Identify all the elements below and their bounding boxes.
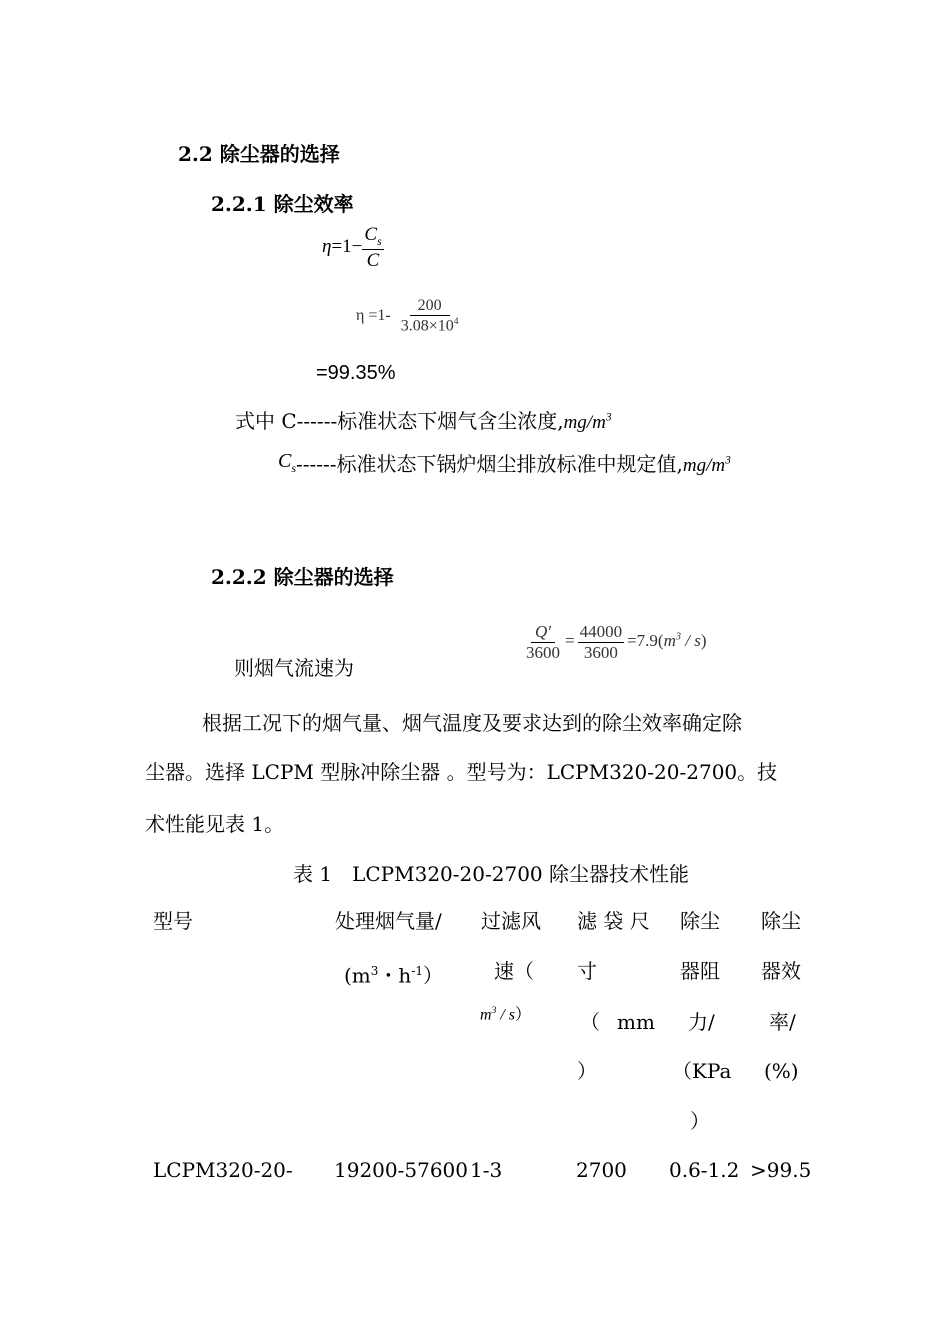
header-bag-line2: 寸 [577, 959, 597, 983]
subsection-heading-efficiency: 2.2.1 除尘效率 [211, 192, 354, 216]
formula-fraction [362, 224, 383, 272]
cell-efficiency: >99.5 [750, 1158, 812, 1182]
caption-text: 表 1 LCPM320-20-2700 除尘器技术性能 [293, 862, 689, 886]
header-bag-line3b: mm [617, 1010, 655, 1034]
header-flow-line2 [344, 946, 443, 1001]
unit-mg-m3 [683, 455, 731, 476]
flow-velocity-label: 则烟气流速为 [234, 656, 354, 680]
unit-text: m [663, 630, 676, 650]
flow-unit-h: ・h [378, 963, 412, 988]
unit-m3-s [664, 631, 701, 650]
header-speed-line1: 过滤风 [481, 909, 541, 933]
efficiency-formula [322, 224, 384, 272]
denominator-value: 3.08×10 [400, 317, 454, 335]
result-value: =7.9( [627, 630, 664, 650]
speed-unit-exp: 3 [491, 1005, 497, 1016]
header-bag-line1: 滤 袋 尺 [577, 909, 650, 933]
symbol-subscript: s [291, 461, 297, 475]
speed-unit-m: m [480, 1006, 492, 1024]
symbol-c: C [278, 450, 292, 472]
definition-cs [278, 448, 731, 480]
unit-text: mg/m [563, 412, 606, 433]
header-efficiency-line4: (%) [764, 1059, 799, 1083]
header-speed-line2: 速（ [494, 959, 534, 983]
formula-operator: =1- [368, 307, 391, 325]
header-resistance-line5: ） [690, 1109, 710, 1133]
unit-text: mg/m [682, 455, 726, 476]
cell-model: LCPM320-20- [153, 1158, 293, 1182]
unit-exponent: 3 [675, 631, 681, 643]
header-efficiency-line2: 器效 [761, 959, 801, 983]
speed-unit-close: ） [515, 1004, 532, 1024]
efficiency-calculation [356, 297, 461, 336]
header-bag-line3a: （ [580, 1010, 600, 1034]
paragraph-line-3: 术性能见表 1。 [145, 812, 285, 836]
fraction-numerator: 200 [410, 297, 450, 316]
fraction-numerator: Q′ [531, 622, 555, 643]
subsection-heading-selection: 2.2.2 除尘器的选择 [211, 565, 394, 589]
header-resistance-line4: （KPa [672, 1059, 732, 1083]
fraction-numerator: 44000 [579, 622, 623, 641]
definition-text: 式中 C------标准状态下烟气含尘浓度, [235, 409, 564, 433]
fraction-denominator [399, 316, 461, 336]
flow-unit-m: (m [344, 963, 371, 988]
fraction-denominator: C [366, 249, 380, 271]
cell-resistance: 0.6-1.2 [669, 1158, 740, 1182]
fraction-denominator: 3600 [526, 642, 560, 662]
section-heading: 2.2 除尘器的选择 [178, 142, 340, 166]
fraction-denominator: 3600 [583, 642, 618, 662]
unit-tail: / s [680, 630, 701, 650]
cs-symbol [278, 450, 297, 475]
unit-exponent: 3 [725, 454, 731, 467]
eta-symbol: η [356, 307, 365, 325]
definition-text: ------标准状态下锅炉烟尘排放标准中规定值, [296, 452, 683, 476]
close-paren: ) [700, 630, 707, 650]
header-resistance-line3: 力/ [688, 1010, 715, 1034]
cell-bag: 2700 [576, 1158, 627, 1182]
cell-speed: 1-3 [470, 1158, 503, 1182]
flow-unit-close: ） [423, 963, 444, 988]
header-flow-line1: 处理烟气量/ [335, 909, 442, 933]
denominator-exponent: 4 [453, 316, 459, 328]
header-efficiency-line3: 率/ [769, 1010, 796, 1034]
q-fraction [524, 622, 562, 662]
table-caption [293, 858, 689, 887]
header-bag-line4: ） [577, 1059, 597, 1083]
header-resistance-line2: 器阻 [680, 959, 720, 983]
eta-symbol: η [322, 236, 332, 258]
flow-unit-exp: 3 [370, 964, 379, 978]
fraction-numerator [362, 224, 383, 250]
unit-exponent: 3 [605, 411, 612, 424]
numerator-symbol: C [364, 224, 378, 245]
definition-c [235, 405, 612, 434]
header-resistance-line1: 除尘 [680, 909, 720, 933]
calc-fraction [399, 297, 461, 336]
unit-mg-m3 [564, 412, 612, 433]
flow-velocity-formula [524, 622, 706, 662]
efficiency-result: =99.35% [316, 362, 396, 384]
paragraph-line-1: 根据工况下的烟气量、烟气温度及要求达到的除尘效率确定除 [202, 711, 742, 735]
paragraph-line-2: 尘器。选择 LCPM 型脉冲除尘器 。型号为：LCPM320-20-2700。技 [145, 760, 778, 784]
equals-sign: = [565, 630, 575, 650]
header-model: 型号 [153, 909, 193, 933]
flow-unit-exp2: -1 [411, 964, 424, 978]
cell-flow: 19200-57600 [334, 1158, 469, 1182]
value-fraction [578, 622, 625, 662]
header-efficiency-line1: 除尘 [761, 909, 801, 933]
formula-operator: =1− [331, 236, 363, 258]
numerator-subscript: s [377, 235, 382, 248]
speed-unit-tail: / s [496, 1006, 516, 1024]
header-speed-line3 [480, 986, 531, 1040]
